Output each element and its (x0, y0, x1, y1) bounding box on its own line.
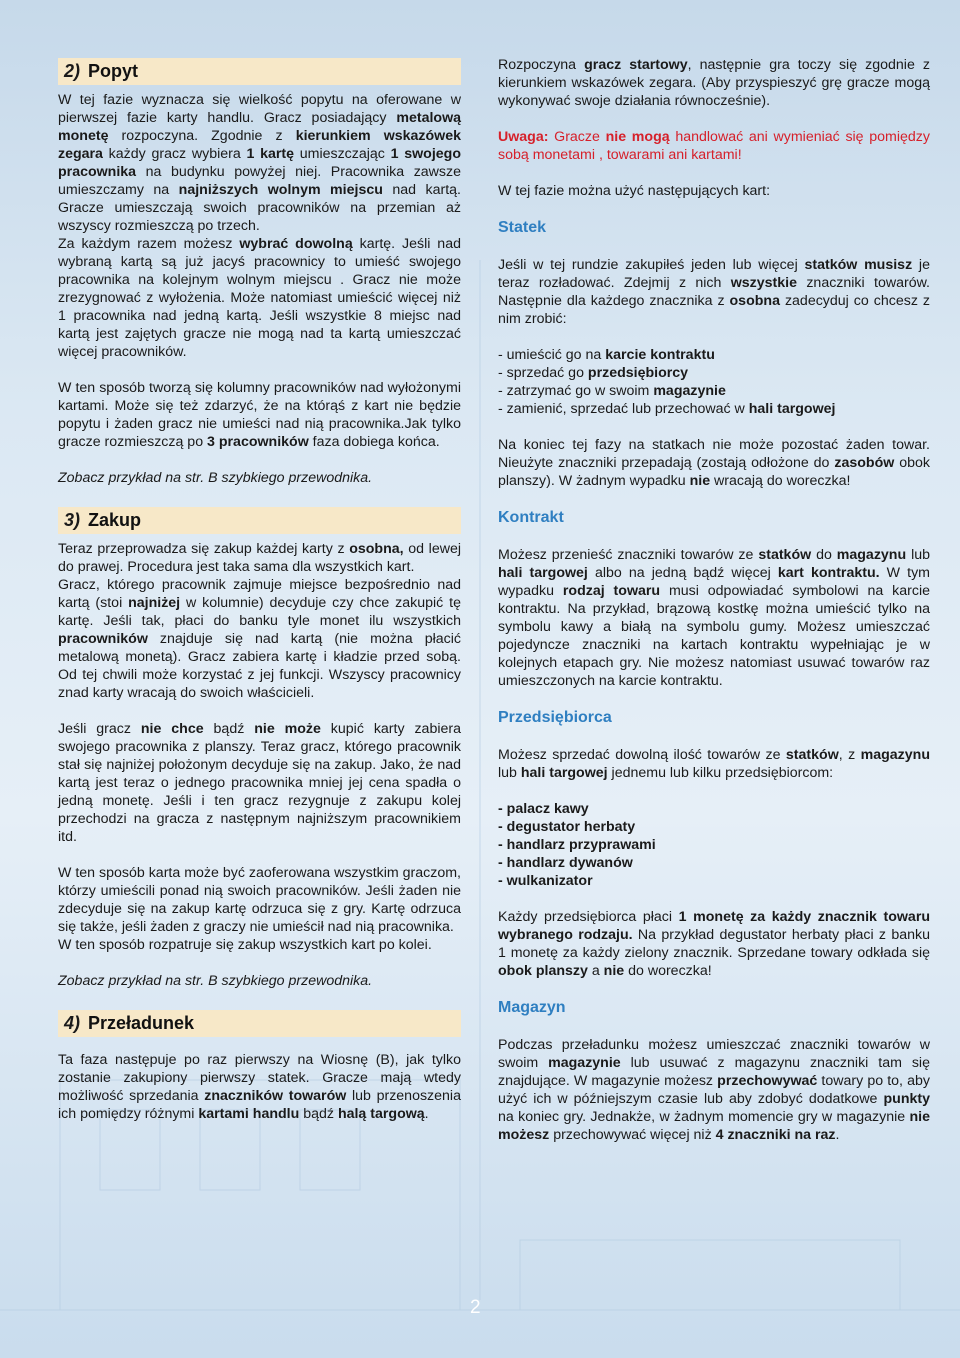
list-item: - handlarz przyprawami (498, 837, 656, 853)
list-item: - zamienić, sprzedać lub przechować w hali targowej (498, 401, 836, 417)
section-number: 4) (64, 1013, 81, 1033)
section-heading-przeladunek (58, 1010, 461, 1037)
popyt-paragraph-2: Za każdym razem możesz wybrać dowolną kartę. Jeśli nad wybraną kartą są już jacyś pracownicy to umieść swojego pracownika na kolejnym wolnym miejscu . Gracz nie może zrezygnować z wyłożenia. Może natomiast umieścić więcej niż 1 pracownika nad jedną kartą. Jeśli wszystkie 8 miejsc nad kartą jest zajętych gracze nie mogą nad ta kartą umieszczać więcej pracowników. (58, 236, 461, 360)
popyt-paragraph-1: W tej fazie wyznacza się wielkość popytu na oferowane w pierwszej fazie karty handlu. Gracz posiadający metalową monetę rozpoczyna. Zgodnie z kierunkiem wskazówek zegara każdy gracz wybiera 1 kartę umieszczając 1 swojego pracownika na budynku powyżej niej. Pracownika zawsze umieszczamy na najniższych wolnym miejscu nad kartą. Gracze umieszczają swoich pracowników na przemian aż wszyscy rozmieszczą po trzech. (58, 92, 461, 234)
section-title: Popyt (88, 61, 139, 81)
przeladunek-paragraph-1: Ta faza następuje po raz pierwszy na Wiosnę (B), jak tylko zostanie zakupiony pierwszy statek. Gracze mają wtedy możliwość sprzedania znaczników towarów lub przenoszenia ich pomiędzy różnymi kartami handlu bądź halą targową. (58, 1052, 461, 1122)
statek-paragraph: Jeśli w tej rundzie zakupiłeś jeden lub więcej statków musisz je teraz rozładować. Zdejmij z nich wszystkie znaczniki towarów. Następnie dla każdego znacznika z osobna zadecyduj co chcesz z nim zrobić: (498, 257, 930, 327)
section-heading-popyt (58, 58, 461, 85)
list-item: - umieścić go na karcie kontraktu (498, 347, 715, 363)
statek-paragraph-2: Na koniec tej fazy na statkach nie może pozostać żaden towar. Nieużyte znaczniki przepadają (zostają odłożone do zasobów obok planszy). W żadnym wypadku nie wracają do woreczka! (498, 437, 930, 489)
zakup-paragraph-3: Jeśli gracz nie chce bądź nie może kupić karty zabiera swojego pracownika z planszy. Teraz gracz, którego pracownik stał się najniżej położonym decyduje się na zakup. Jako, że nad kartą jest teraz o jednego pracownika mniej jej cena spadła o jedną monetę. Jeśli i ten gracz rezygnuje z zakupu kolej przechodzi na gracza z następnym najniższym pracownikiem itd. (58, 721, 461, 845)
list-item: - zatrzymać go w swoim magazynie (498, 383, 726, 399)
zakup-reference: Zobacz przykład na str. B szybkiego przewodnika. (58, 973, 373, 989)
zakup-paragraph-4: W ten sposób karta może być zaoferowana wszystkim graczom, którzy umieścili ponad nią swoich pracowników. Jeśli żaden nie zdecyduje się na zakup kartę odrzuca się z gry. Kartę odrzuca się także, jeśli żaden z graczy nie umieścił nad nią pracownika. (58, 865, 461, 935)
section-heading-zakup (58, 507, 461, 534)
cards-intro: W tej fazie można użyć następujących kart: (498, 183, 771, 199)
start-paragraph: Rozpoczyna gracz startowy, następnie gra toczy się zgodnie z kierunkiem wskazówek zegara. (Aby przyspieszyć grę gracze mogą wykonywać swoje działania równocześnie). (498, 57, 930, 109)
section-title: Zakup (88, 510, 142, 530)
warning-paragraph: Uwaga: Gracze nie mogą handlować ani wymieniać się pomiędzy sobą monetami , towarami ani kartami! (498, 129, 930, 163)
right-column (498, 56, 930, 1144)
popyt-reference: Zobacz przykład na str. B szybkiego przewodnika. (58, 470, 373, 486)
section-title: Przeładunek (88, 1013, 195, 1033)
statek-options-list (498, 346, 930, 418)
popyt-paragraph-3: W ten sposób tworzą się kolumny pracowników nad wyłożonymi kartami. Może się też zdarzyć, że na którąś z kart nie będzie popytu i żaden gracz nie umieści nad nią pracownika.Jak tylko gracze rozmieszczą po 3 pracowników faza dobiega końca. (58, 380, 461, 450)
magazyn-paragraph: Podczas przeładunku możesz umieszczać znaczniki towarów w swoim magazynie lub usuwać z magazynu znaczniki tam się znajdujące. W magazynie możesz przechowywać towary po to, aby użyć ich w późniejszym czasie lub aby zdobyć dodatkowe punkty na koniec gry. Jednakże, w żadnym momencie gry w magazynie nie możesz przechowywać więcej niż 4 znaczniki na raz. (498, 1037, 930, 1143)
przedsiebiorca-paragraph-2: Każdy przedsiębiorca płaci 1 monetę za każdy znacznik towaru wybranego rodzaju. Na przykład degustator herbaty płaci z banku 1 monetę za każdy zielony znacznik. Sprzedane towary odkłada się obok planszy a nie do woreczka! (498, 909, 931, 979)
list-item: - sprzedać go przedsiębiorcy (498, 365, 689, 381)
heading-przedsiebiorca: Przedsiębiorca (498, 709, 612, 726)
kontrakt-paragraph: Możesz przenieść znaczniki towarów ze statków do magazynu lub hali targowej albo na jedną bądź więcej kart kontraktu. W tym wypadku rodzaj towaru musi odpowiadać symbolowi na karcie kontraktu. Na przykład, brązową kostkę można umieścić tylko na symbolu kawy a białą na symbolu gumy. Możesz umieszczać pojedyncze znaczniki na kartach kontraktu wypełniając je w kolejnych etapach gry. Nie możesz natomiast usuwać towarów raz umieszczonych na karcie kontraktu. (498, 547, 931, 689)
list-item: - degustator herbaty (498, 819, 636, 835)
list-item: - wulkanizator (498, 873, 593, 889)
list-item: - palacz kawy (498, 801, 589, 817)
heading-kontrakt: Kontrakt (498, 509, 564, 526)
heading-magazyn: Magazyn (498, 999, 566, 1016)
section-number: 2) (64, 61, 81, 81)
przedsiebiorca-paragraph: Możesz sprzedać dowolną ilość towarów ze statków, z magazynu lub hali targowej jednemu lub kilku przedsiębiorcom: (498, 747, 930, 781)
left-column (58, 56, 461, 1123)
page-number: 2 (470, 1297, 481, 1318)
zakup-paragraph-1: Teraz przeprowadza się zakup każdej karty z osobna, od lewej do prawej. Procedura jest taka sama dla wszystkich kart. (58, 541, 462, 575)
zakup-paragraph-5: W ten sposób rozpatruje się zakup wszystkich kart po kolei. (58, 937, 432, 953)
list-item: - handlarz dywanów (498, 855, 633, 871)
heading-statek: Statek (498, 219, 547, 236)
zakup-paragraph-2: Gracz, którego pracownik zajmuje miejsce bezpośrednio nad kartą (stoi najniżej w kolumnie) decyduje czy chce zakupić tę kartę. Jeśli tak, płaci do banku tyle monet ilu wszystkich pracowników znajduje się nad kartą (nie można płacić metalową monetą). Gracz zabiera kartę i kładzie przed sobą. Od tej chwili może korzystać z jej funkcji. Wszyscy pracownicy znad karty wracają do swoich właścicieli. (58, 577, 461, 701)
przedsiebiorca-list (498, 800, 930, 890)
section-number: 3) (64, 510, 81, 530)
